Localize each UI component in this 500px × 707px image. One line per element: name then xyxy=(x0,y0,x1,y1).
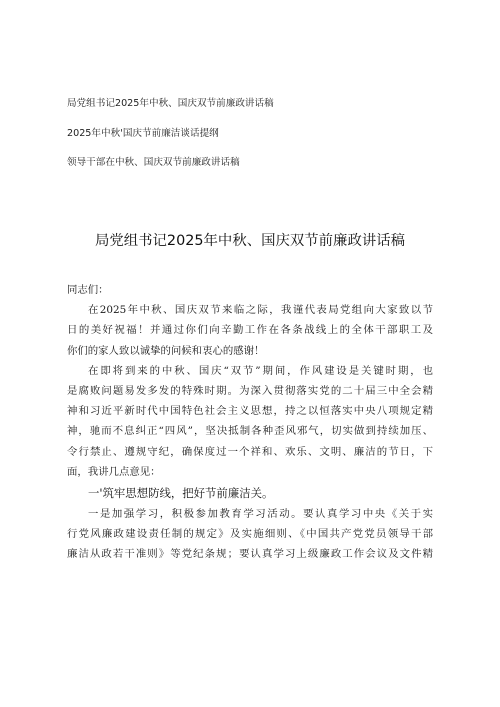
document-body xyxy=(67,280,433,564)
paragraph-line: 神和习近平新时代中国特色社会主义思想，持之以恒落实中央八项规定精 xyxy=(67,405,433,418)
paragraph-line: 一是加强学习，积极参加教育学习活动。要认真学习中央《关于实 xyxy=(88,507,433,520)
paragraph-line: 行党风廉政建设责任制的规定》及实施细则、《中国共产党党员领导干部 xyxy=(67,528,433,541)
paragraph-line: 日的美好祝福！并通过你们向辛勤工作在各条战线上的全体干部职工及 xyxy=(67,324,433,337)
toc-item-1[interactable]: 局党组书记2025年中秋、国庆双节前廉政讲话稿 xyxy=(67,98,274,109)
paragraph-2 xyxy=(67,361,433,482)
paragraph-line: 是腐败问题易发多发的特殊时期。为深入贯彻落实党的二十届三中全会精 xyxy=(67,384,433,397)
paragraph-1 xyxy=(67,300,433,361)
paragraph-line: 在2025年中秋、国庆双节来临之际，我谨代表局党组向大家致以节 xyxy=(88,304,433,317)
paragraph-line: 你们的家人致以诚挚的问候和衷心的感谢！ xyxy=(67,344,265,357)
paragraph-3 xyxy=(67,504,433,565)
paragraph-line: 神，驰而不息纠正“四风”，坚决抵制各种歪风邪气，切实做到持续加压、 xyxy=(67,425,433,438)
document-title: 局党组书记2025年中秋、国庆双节前廉政讲话稿 xyxy=(94,233,406,249)
paragraph-line: 在即将到来的中秋、国庆“双节”期间，作风建设是关键时期，也 xyxy=(88,364,433,377)
paragraph-line: 廉洁从政若干准则》等党纪条规；要认真学习上级廉政工作会议及文件精 xyxy=(67,548,433,561)
paragraph-line: 令行禁止、遵规守纪，确保度过一个祥和、欢乐、文明、廉洁的节日，下 xyxy=(67,445,433,458)
salutation: 同志们： xyxy=(67,284,109,296)
toc-item-2[interactable]: 2025年中秋'国庆节前廉洁谈话提纲 xyxy=(67,128,219,139)
table-of-contents xyxy=(67,97,274,170)
section-heading-1: 一'筑牢思想防线，把好节前廉洁关。 xyxy=(88,485,274,500)
toc-item-3[interactable]: 领导干部在中秋、国庆双节前廉政讲话稿 xyxy=(67,157,240,168)
paragraph-line: 面，我讲几点意见： xyxy=(67,465,161,478)
